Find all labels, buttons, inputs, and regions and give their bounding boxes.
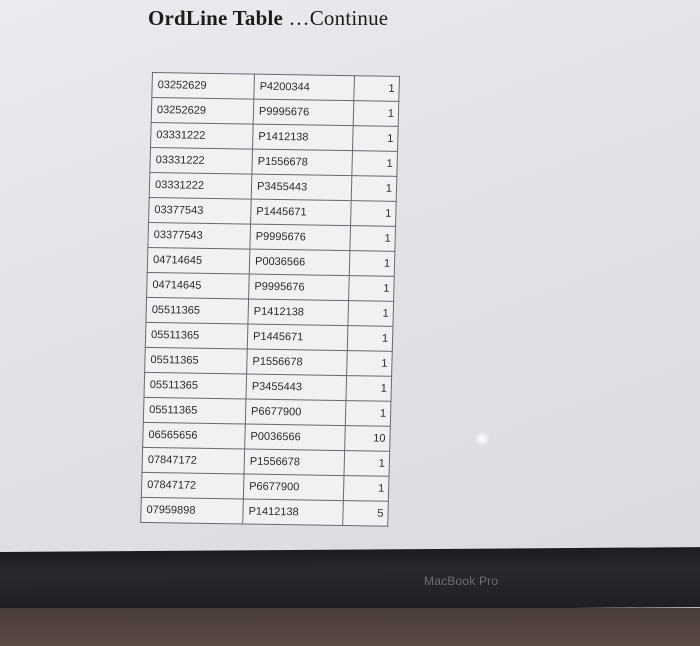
quantity-cell: 1 bbox=[344, 451, 390, 477]
ordline-table bbox=[140, 72, 400, 527]
quantity-cell: 1 bbox=[354, 76, 400, 102]
quantity-cell: 1 bbox=[350, 226, 396, 252]
table-row bbox=[145, 322, 393, 351]
order-number-cell: 03377543 bbox=[148, 222, 251, 249]
product-number-cell: P9995676 bbox=[249, 274, 350, 301]
table-row bbox=[145, 347, 393, 376]
quantity-cell: 1 bbox=[351, 176, 397, 202]
table-row bbox=[142, 447, 390, 476]
quantity-cell: 1 bbox=[347, 326, 393, 352]
product-number-cell: P3455443 bbox=[251, 174, 352, 201]
page-title bbox=[148, 6, 388, 31]
product-number-cell: P1445671 bbox=[247, 324, 348, 351]
table-row bbox=[152, 73, 400, 102]
product-number-cell: P1556678 bbox=[252, 149, 353, 176]
product-number-cell: P1412138 bbox=[243, 499, 344, 526]
table-body bbox=[141, 73, 400, 527]
table-row bbox=[151, 98, 399, 127]
order-number-cell: 03331222 bbox=[151, 122, 254, 149]
quantity-cell: 1 bbox=[346, 376, 392, 402]
product-number-cell: P1556678 bbox=[247, 349, 348, 376]
quantity-cell: 1 bbox=[353, 101, 399, 127]
table-row bbox=[150, 147, 398, 176]
product-number-cell: P0036566 bbox=[245, 424, 346, 451]
product-number-cell: P1412138 bbox=[253, 124, 354, 151]
table-row bbox=[149, 197, 397, 226]
product-number-cell: P3455443 bbox=[246, 374, 347, 401]
table-row bbox=[146, 297, 394, 326]
order-number-cell: 04714645 bbox=[147, 247, 250, 274]
product-number-cell: P4200344 bbox=[254, 74, 355, 101]
product-number-cell: P1445671 bbox=[251, 199, 352, 226]
quantity-cell: 1 bbox=[347, 351, 393, 377]
order-number-cell: 04714645 bbox=[147, 272, 250, 299]
order-number-cell: 05511365 bbox=[145, 347, 248, 374]
laptop-brand-label: MacBook Pro bbox=[424, 574, 499, 588]
table-row bbox=[147, 272, 395, 301]
product-number-cell: P1412138 bbox=[248, 299, 349, 326]
screen-glare bbox=[475, 432, 489, 446]
quantity-cell: 1 bbox=[345, 401, 391, 427]
product-number-cell: P9995676 bbox=[253, 99, 354, 126]
table-row bbox=[144, 372, 392, 401]
order-number-cell: 05511365 bbox=[144, 372, 247, 399]
order-number-cell: 06565656 bbox=[143, 422, 246, 449]
table-row bbox=[141, 472, 389, 501]
quantity-cell: 1 bbox=[343, 476, 389, 502]
product-number-cell: P6677900 bbox=[243, 474, 344, 501]
order-number-cell: 05511365 bbox=[143, 397, 246, 424]
table-row bbox=[149, 172, 397, 201]
order-number-cell: 05511365 bbox=[145, 322, 248, 349]
quantity-cell: 1 bbox=[349, 276, 395, 302]
order-number-cell: 03377543 bbox=[149, 197, 252, 224]
product-number-cell: P9995676 bbox=[250, 224, 351, 251]
order-number-cell: 03252629 bbox=[151, 98, 254, 125]
quantity-cell: 1 bbox=[352, 126, 398, 152]
table-row bbox=[148, 222, 396, 251]
order-number-cell: 07847172 bbox=[142, 447, 245, 474]
order-number-cell: 03331222 bbox=[150, 147, 253, 174]
order-number-cell: 03331222 bbox=[149, 172, 252, 199]
table-row bbox=[143, 397, 391, 426]
title-text: OrdLine Table bbox=[148, 6, 284, 30]
quantity-cell: 1 bbox=[351, 201, 397, 227]
quantity-cell: 1 bbox=[349, 251, 395, 277]
order-number-cell: 07959898 bbox=[141, 497, 244, 524]
order-number-cell: 05511365 bbox=[146, 297, 249, 324]
table-row bbox=[151, 122, 399, 151]
desk-surface bbox=[0, 608, 700, 646]
table-row bbox=[143, 422, 391, 451]
product-number-cell: P6677900 bbox=[245, 399, 346, 426]
quantity-cell: 1 bbox=[348, 301, 394, 327]
product-number-cell: P0036566 bbox=[249, 249, 350, 276]
table-row bbox=[147, 247, 395, 276]
order-number-cell: 07847172 bbox=[141, 472, 244, 499]
quantity-cell: 5 bbox=[343, 501, 389, 527]
quantity-cell: 10 bbox=[345, 426, 391, 452]
laptop-bezel bbox=[0, 547, 700, 612]
quantity-cell: 1 bbox=[352, 151, 398, 177]
title-continue: …Continue bbox=[283, 6, 389, 30]
product-number-cell: P1556678 bbox=[244, 449, 345, 476]
table-row bbox=[141, 497, 389, 526]
order-number-cell: 03252629 bbox=[152, 73, 255, 100]
